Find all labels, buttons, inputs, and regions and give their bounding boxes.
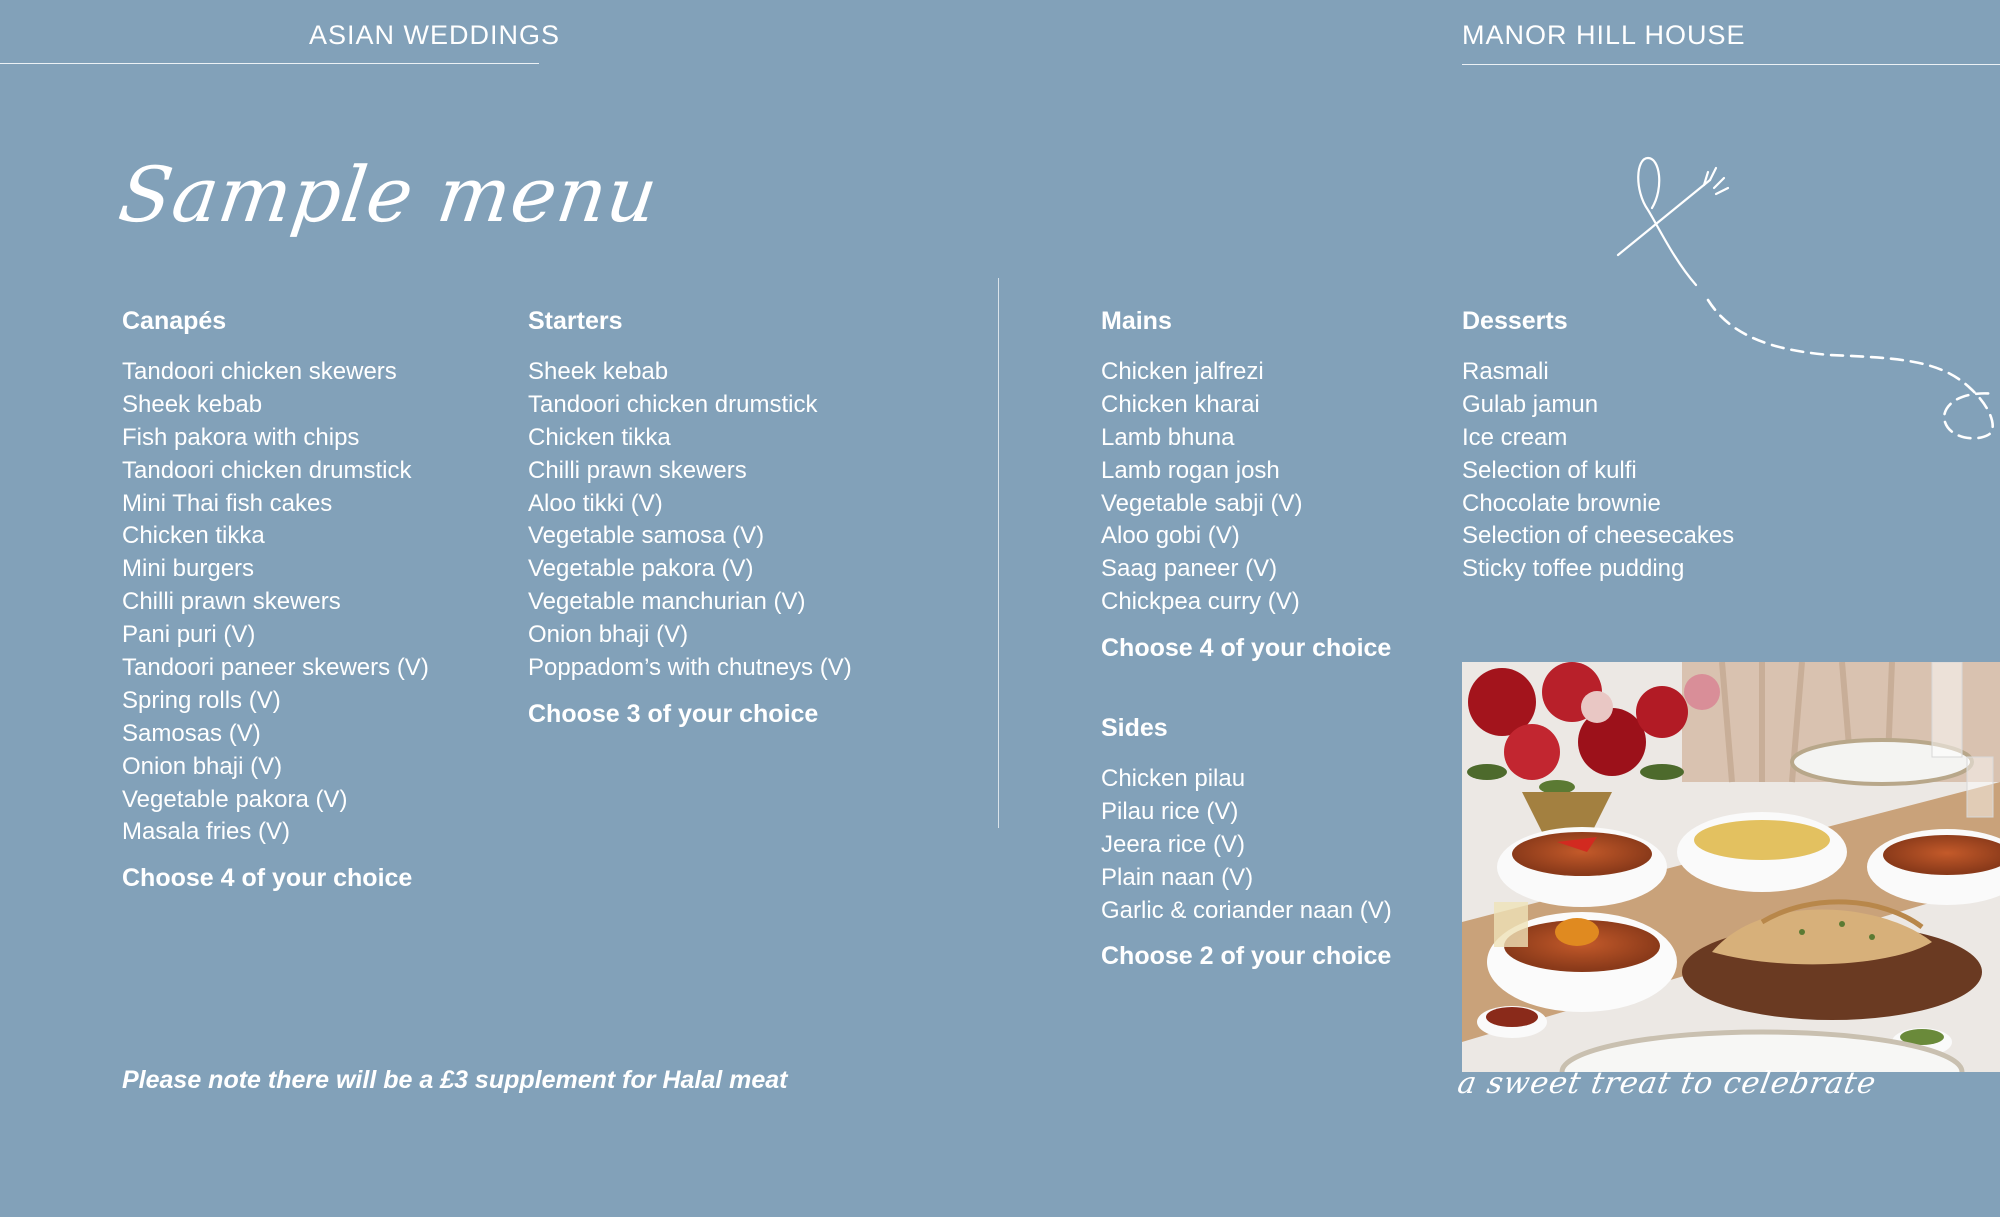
menu-item: Sheek kebab [122,390,263,418]
menu-item: Vegetable samosa (V) [528,522,765,550]
menu-item: Jeera rice (V) [1101,830,1246,858]
menu-item: Tandoori paneer skewers (V) [122,654,429,682]
header-left-title: ASIAN WEDDINGS [309,20,561,50]
menu-item: Mini burgers [122,555,255,583]
menu-item: Chickpea curry (V) [1101,588,1300,616]
halal-supplement-note: Please note there will be a £3 supplement for Halal meat [122,1066,788,1094]
mains-section [1101,306,1391,665]
menu-item: Chicken kharai [1101,390,1260,418]
menu-item: Chilli prawn skewers [528,456,747,484]
menu-item: Onion bhaji (V) [122,752,283,780]
sides-list [1101,763,1392,927]
menu-item: Lamb bhuna [1101,423,1235,451]
menu-item: Masala fries (V) [122,818,291,846]
menu-item: Onion bhaji (V) [528,621,689,649]
menu-item: Chicken tikka [528,423,671,451]
menu-item: Gulab jamun [1462,390,1599,418]
menu-item: Vegetable pakora (V) [528,555,754,583]
canapes-list [122,356,429,849]
mains-choose-note: Choose 4 of your choice [1101,634,1392,663]
mains-heading: Mains [1101,307,1172,335]
menu-item: Tandoori chicken drumstick [528,390,818,418]
menu-item: Aloo gobi (V) [1101,522,1240,550]
starters-choose-note: Choose 3 of your choice [528,699,819,728]
canapes-choose-note: Choose 4 of your choice [122,864,413,893]
menu-item: Tandoori chicken skewers [122,358,397,385]
header-right-title: MANOR HILL HOUSE [1462,20,1746,50]
menu-item: Poppadom’s with chutneys (V) [528,654,852,682]
starters-section [528,306,852,731]
menu-item: Chocolate brownie [1462,489,1661,517]
column-divider [998,278,999,828]
menu-item: Fish pakora with chips [122,423,360,451]
menu-item: Spring rolls (V) [122,686,281,714]
menu-item: Aloo tikki (V) [528,489,663,517]
menu-item: Sheek kebab [528,358,669,385]
menu-item: Vegetable manchurian (V) [528,588,806,616]
menu-item: Saag paneer (V) [1101,555,1278,583]
menu-item: Sticky toffee pudding [1462,555,1685,583]
sides-choose-note: Choose 2 of your choice [1101,942,1392,971]
menu-item: Lamb rogan josh [1101,456,1280,484]
header-right-rule [1462,64,2000,65]
menu-item: Pilau rice (V) [1101,797,1239,825]
starters-heading: Starters [528,307,623,335]
menu-item: Samosas (V) [122,719,261,747]
menu-item: Rasmali [1462,358,1549,385]
menu-item: Selection of cheesecakes [1462,522,1735,550]
menu-item: Garlic & coriander naan (V) [1101,896,1392,924]
menu-item: Vegetable sabji (V) [1101,489,1303,517]
menu-item: Chicken pilau [1101,765,1246,792]
canapes-heading: Canapés [122,307,227,335]
fork-and-knife-icon [1600,150,2000,500]
mains-list [1101,356,1391,619]
desserts-heading: Desserts [1462,307,1568,335]
menu-item: Chilli prawn skewers [122,588,341,616]
menu-item: Selection of kulfi [1462,456,1637,484]
menu-item: Pani puri (V) [122,621,256,649]
menu-item: Vegetable pakora (V) [122,785,348,813]
menu-item: Ice cream [1462,423,1568,451]
canapes-section [122,306,429,895]
menu-item: Plain naan (V) [1101,863,1254,891]
menu-item: Chicken jalfrezi [1101,358,1264,385]
menu-item: Chicken tikka [122,522,265,550]
tagline: a sweet treat to celebrate [1454,1066,1880,1101]
sides-heading: Sides [1101,714,1168,742]
sides-section [1101,713,1392,973]
page-title: Sample menu [113,150,664,239]
menu-item: Mini Thai fish cakes [122,489,333,517]
header-left-rule [0,63,539,64]
food-photo [1462,662,2000,1072]
menu-item: Tandoori chicken drumstick [122,456,412,484]
starters-list [528,356,852,685]
